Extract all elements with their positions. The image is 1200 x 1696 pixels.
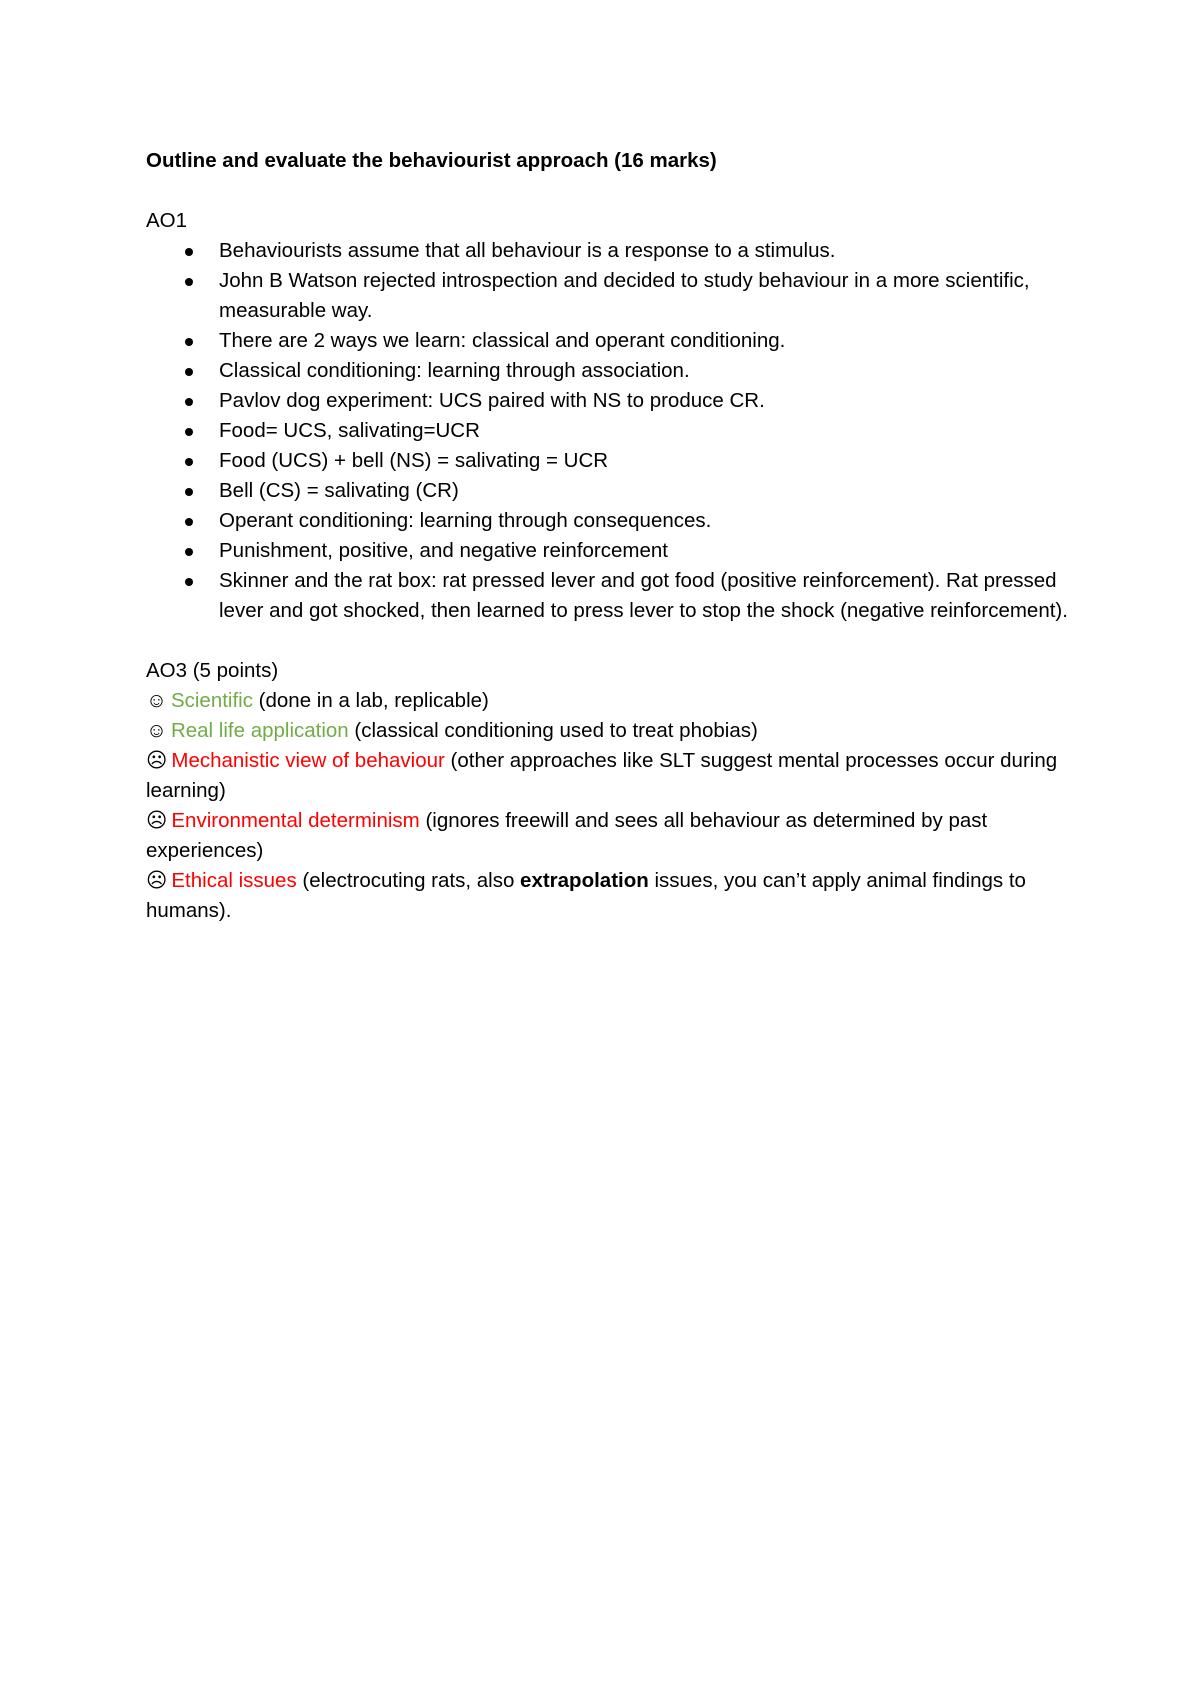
ao3-point-heading: Real life application — [170, 719, 349, 742]
list-item-text: John B Watson rejected introspection and decided to study behaviour in a more scientific, measurable way. — [219, 269, 1030, 322]
ao1-bullet-list — [146, 236, 1076, 626]
list-item — [146, 416, 1076, 446]
list-item — [146, 266, 1076, 326]
bullet-icon — [185, 548, 193, 556]
list-item-text: Punishment, positive, and negative reinforcement — [219, 539, 668, 562]
bullet-icon — [185, 458, 193, 466]
ao3-point-heading: Ethical issues — [171, 869, 297, 892]
frowning-face-icon: ☹ — [146, 749, 168, 772]
ao3-point-detail: (ignores freewill and sees all behaviour as determined by past experiences) — [146, 809, 988, 862]
bullet-icon — [185, 338, 193, 346]
ao3-point-mechanistic — [146, 746, 1076, 806]
list-item — [146, 356, 1076, 386]
list-item-text: Food= UCS, salivating=UCR — [219, 419, 480, 442]
ao3-point-scientific — [146, 686, 1076, 716]
list-item-text: Food (UCS) + bell (NS) = salivating = UCR — [219, 449, 609, 472]
ao3-point-detail: (electrocuting rats, also — [296, 869, 521, 892]
list-item — [146, 506, 1076, 536]
ao3-point-detail: (done in a lab, replicable) — [252, 689, 489, 712]
list-item — [146, 446, 1076, 476]
ao3-point-detail: (other approaches like SLT suggest mental processes occur during learning) — [146, 749, 1058, 802]
ao3-point-emphasis: extrapolation — [520, 869, 649, 892]
bullet-icon — [185, 578, 193, 586]
bullet-icon — [185, 248, 193, 256]
list-item — [146, 386, 1076, 416]
ao3-point-heading: Environmental determinism — [171, 809, 420, 832]
spacer — [146, 176, 1076, 206]
list-item — [146, 236, 1076, 266]
bullet-icon — [185, 488, 193, 496]
smiley-face-icon: ☺ — [146, 719, 167, 742]
bullet-icon — [185, 518, 193, 526]
list-item-text: Skinner and the rat box: rat pressed lever and got food (positive reinforcement). Rat pressed lever and got shocked, then learned to press lever to stop the shock (negative reinforcement). — [219, 569, 1068, 622]
ao3-point-detail: (classical conditioning used to treat phobias) — [348, 719, 758, 742]
frowning-face-icon: ☹ — [146, 809, 168, 832]
ao1-label: AO1 — [146, 209, 188, 232]
smiley-face-icon: ☺ — [146, 689, 167, 712]
list-item — [146, 566, 1076, 626]
list-item-text: There are 2 ways we learn: classical and operant conditioning. — [219, 329, 786, 352]
spacer — [146, 626, 1076, 656]
frowning-face-icon: ☹ — [146, 869, 168, 892]
list-item — [146, 326, 1076, 356]
list-item-text: Bell (CS) = salivating (CR) — [219, 479, 459, 502]
page-title: Outline and evaluate the behaviourist approach (16 marks) — [146, 149, 717, 172]
bullet-icon — [185, 398, 193, 406]
bullet-icon — [185, 278, 193, 286]
ao3-label: AO3 (5 points) — [146, 659, 279, 682]
list-item — [146, 476, 1076, 506]
ao3-point-heading: Mechanistic view of behaviour — [171, 749, 445, 772]
ao3-point-detail: issues, you can’t apply animal findings to humans). — [146, 869, 1026, 922]
list-item-text: Classical conditioning: learning through association. — [219, 359, 690, 382]
document-page — [146, 146, 1076, 926]
list-item-text: Behaviourists assume that all behaviour is a response to a stimulus. — [219, 239, 836, 262]
ao3-point-ethical-issues — [146, 866, 1076, 926]
list-item-text: Pavlov dog experiment: UCS paired with NS to produce CR. — [219, 389, 765, 412]
bullet-icon — [185, 368, 193, 376]
bullet-icon — [185, 428, 193, 436]
ao3-point-environmental-determinism — [146, 806, 1076, 866]
ao3-point-real-life-application — [146, 716, 1076, 746]
list-item-text: Operant conditioning: learning through consequences. — [219, 509, 712, 532]
ao3-point-heading: Scientific — [170, 689, 253, 712]
list-item — [146, 536, 1076, 566]
